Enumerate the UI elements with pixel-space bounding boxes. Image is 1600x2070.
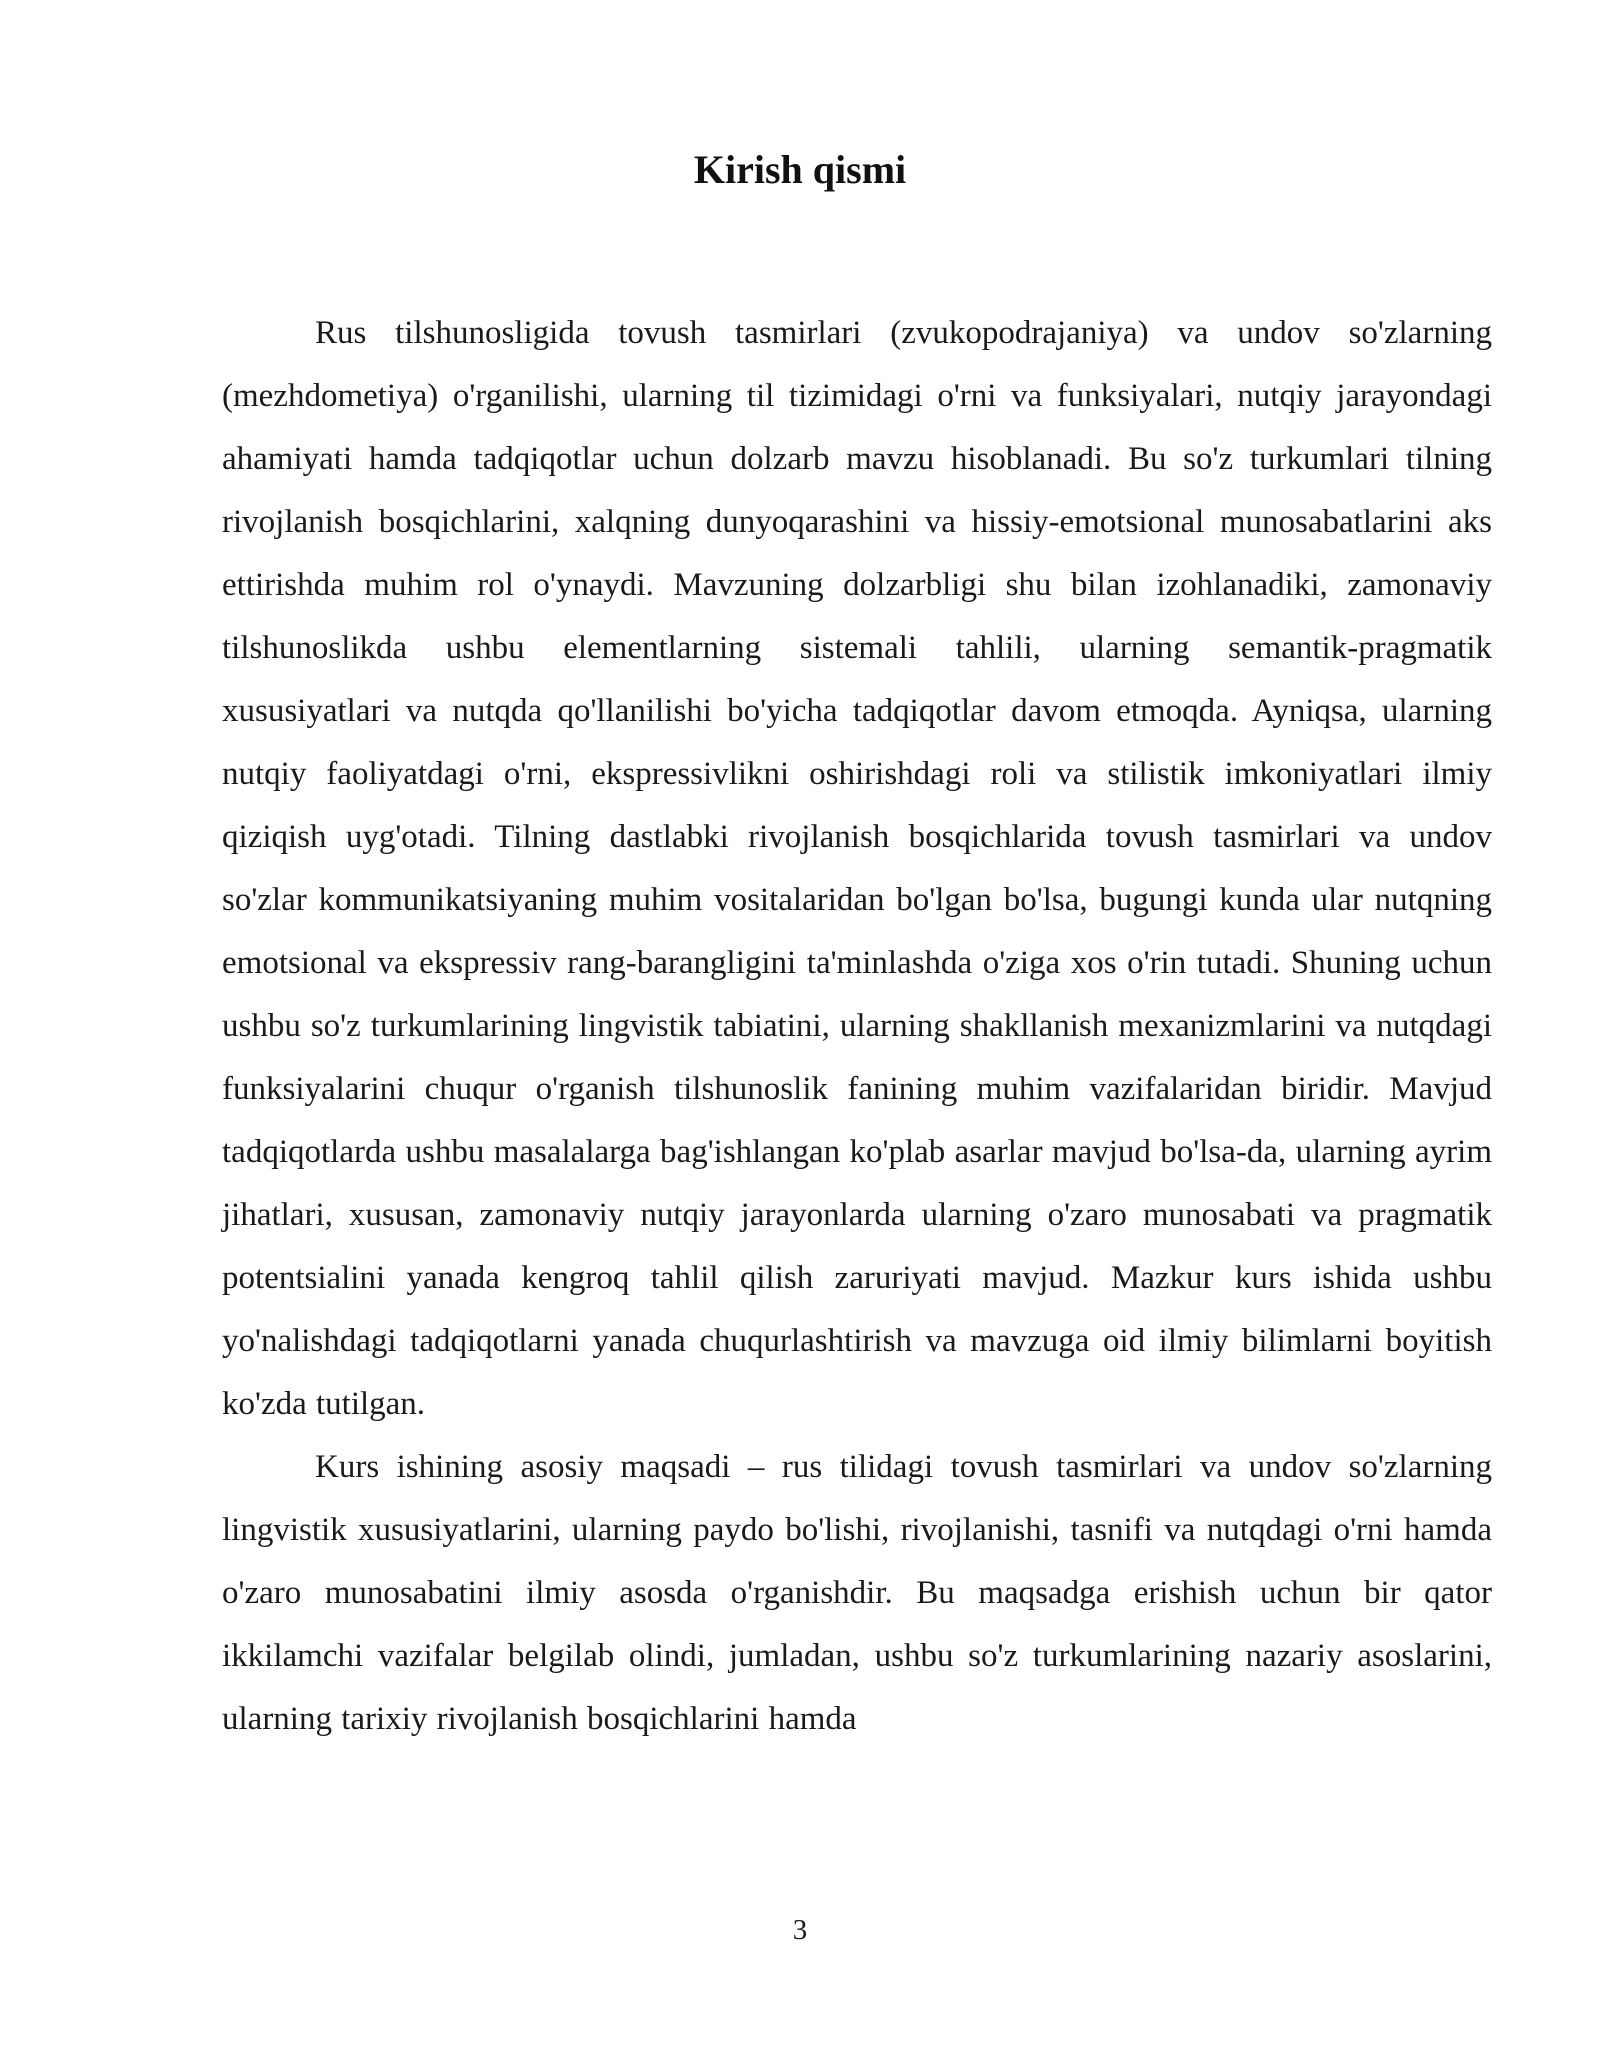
page-number: 3 (792, 1914, 808, 1946)
page-title: Kirish qismi (693, 147, 907, 192)
body-text (222, 302, 1492, 1751)
paragraph-2: Kurs ishining asosiy maqsadi – rus tilidagi tovush tasmirlari va undov so'zlarning lingvistik xususiyatlarini, ularning paydo bo'lishi, rivojlanishi, tasnifi va nutqdagi o'rni hamda o'zaro munosabatini ilmiy asosda o'rganishdir. Bu maqsadga erishish uchun bir qator ikkilamchi vazifalar belgilab olindi, jumladan, ushbu so'z turkumlarining nazariy asoslarini, ularning tarixiy rivojlanish bosqichlarini hamda (222, 1449, 1492, 1737)
paragraph-1: Rus tilshunosligida tovush tasmirlari (zvukopodrajaniya) va undov so'zlarning (mezhdometiya) o'rganilishi, ularning til tizimidagi o'rni va funksiyalari, nutqiy jarayondagi ahamiyati hamda tadqiqotlar uchun dolzarb mavzu hisoblanadi. Bu so'z turkumlari tilning rivojlanish bosqichlarini, xalqning dunyoqarashini va hissiy-emotsional munosabatlarini aks ettirishda muhim rol o'ynaydi. Mavzuning dolzarbligi shu bilan izohlanadiki, zamonaviy tilshunoslikda ushbu elementlarning sistemali tahlili, ularning semantik-pragmatik xususiyatlari va nutqda qo'llanilishi bo'yicha tadqiqotlar davom etmoqda. Ayniqsa, ularning nutqiy faoliyatdagi o'rni, ekspressivlikni oshirishdagi roli va stilistik imkoniyatlari ilmiy qiziqish uyg'otadi. Tilning dastlabki rivojlanish bosqichlarida tovush tasmirlari va undov so'zlar kommunikatsiyaning muhim vositalaridan bo'lgan bo'lsa, bugungi kunda ular nutqning emotsional va ekspressiv rang-barangligini ta'minlashda o'ziga xos o'rin tutadi. Shuning uchun ushbu so'z turkumlarining lingvistik tabiatini, ularning shakllanish mexanizmlarini va nutqdagi funksiyalarini chuqur o'rganish tilshunoslik fanining muhim vazifalaridan biridir. Mavjud tadqiqotlarda ushbu masalalarga bag'ishlangan ko'plab asarlar mavjud bo'lsa-da, ularning ayrim jihatlari, xususan, zamonaviy nutqiy jarayonlarda ularning o'zaro munosabati va pragmatik potentsialini yanada kengroq tahlil qilish zaruriyati mavjud. Mazkur kurs ishida ushbu yo'nalishdagi tadqiqotlarni yanada chuqurlashtirish va mavzuga oid ilmiy bilimlarni boyitish ko'zda tutilgan. (222, 315, 1492, 1422)
